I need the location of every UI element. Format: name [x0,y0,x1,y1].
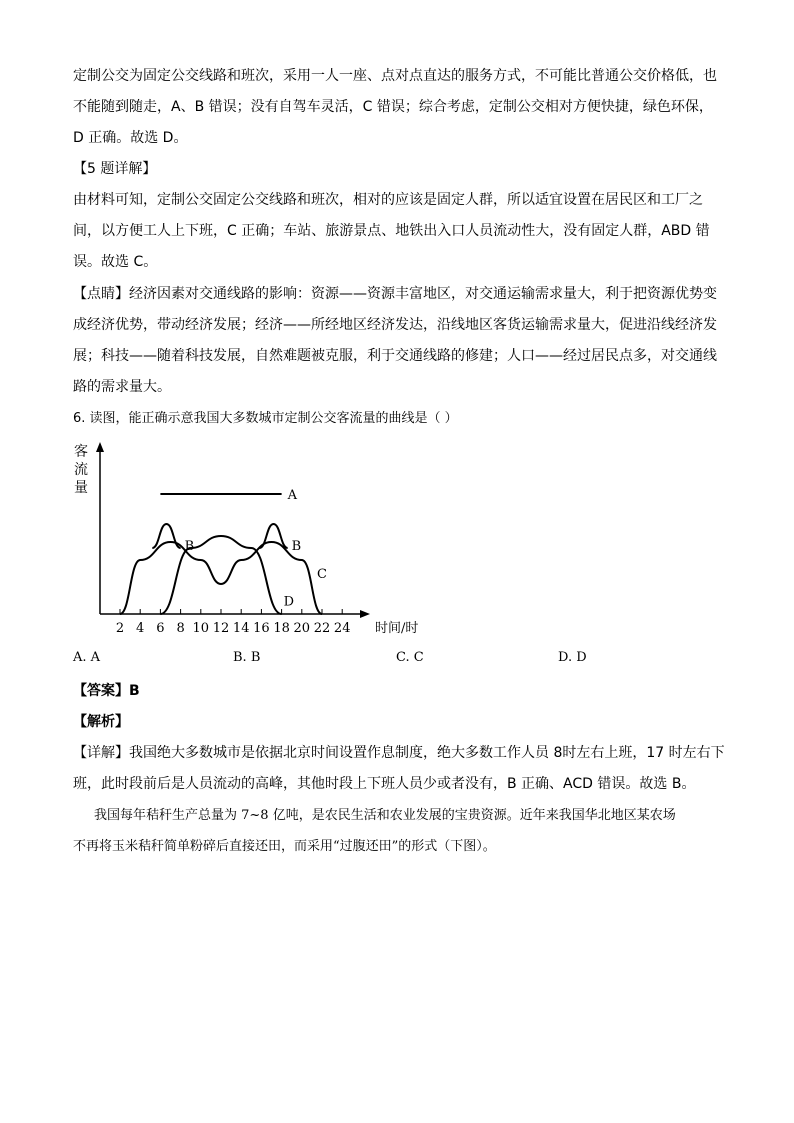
question-text: 6. 读图，能正确示意我国大多数城市定制公交客流量的曲线是（ ） [73,411,458,426]
x-tick-label: 12 [212,621,230,636]
paragraph-line: D 正确。故选 D。 [73,130,188,146]
y-axis-arrow [96,442,104,452]
option-b[interactable]: B. B [233,650,261,665]
option-c[interactable]: C. C [396,650,424,665]
paragraph-line: 展；科技——随着科技发展，自然难题被克服，利于交通线路的修建；人口——经过居民点多，对交通线 [73,348,717,364]
y-label-char: 客 [74,444,88,460]
paragraph-line: 误。故选 C。 [73,254,158,270]
answer-label: 【答案】B [73,683,140,699]
paragraph-line: 不能随到随走，A、B 错误；没有自驾车灵活，C 错误；综合考虑，定制公交相对方便快捷，绿色环保， [73,99,713,115]
curve-b [152,524,180,548]
paragraph-line: 路的需求量大。 [73,379,171,395]
y-label-char: 流 [74,462,88,478]
y-label-char: 量 [74,480,88,496]
series-label: B [184,539,195,554]
option-d[interactable]: D. D [558,650,587,665]
x-axis-arrow [360,610,370,618]
passenger-flow-chart [70,436,450,642]
x-tick-label: 14 [232,621,250,636]
series-label: A [287,488,297,503]
paragraph-line: 由材料可知，定制公交固定公交线路和班次，相对的应该是固定人群，所以适宜设置在居民区和工厂之 [73,192,703,208]
analysis-label: 【解析】 [73,714,129,730]
paragraph-line: 间，以方便工人上下班，C 正确；车站、旅游景点、地铁出入口人员流动性大，没有固定人群，ABD 错 [73,223,710,239]
x-tick-label: 20 [293,621,311,636]
x-tick-label: 8 [176,621,185,636]
series-label: C [316,567,327,582]
next-question-line: 我国每年秸秆生产总量为 7~8 亿吨，是农民生活和农业发展的宝贵资源。近年来我国华北地区某农场 [94,808,676,823]
x-tick-label: 2 [115,621,125,636]
section-heading: 【5 题详解】 [73,161,157,177]
detail-line: 班，此时段前后是人员流动的高峰，其他时段上下班人员少或者没有，B 正确、ACD 错误。故选 B。 [73,776,696,792]
paragraph-line: 成经济优势，带动经济发展；经济——所经地区经济发达，沿线地区客货运输需求量大，促进沿线经济发 [73,317,717,333]
x-label: 时间/时 [375,621,419,636]
x-tick-label: 24 [333,621,351,636]
option-a[interactable]: A. A [73,650,101,665]
x-tick-label: 22 [313,621,331,636]
x-tick-label: 10 [192,621,210,636]
x-tick-label: 16 [253,621,270,636]
x-tick-label: 4 [136,621,145,636]
series-label: D [283,594,295,610]
paragraph-line: 【点睛】经济因素对交通线路的影响：资源——资源丰富地区，对交通运输需求量大，利于把资源优势变 [73,286,717,302]
paragraph-line: 定制公交为固定公交线路和班次，采用一人一座、点对点直达的服务方式，不可能比普通公交价格低，也 [73,68,717,84]
detail-line: 【详解】我国绝大多数城市是依据北京时间设置作息制度，绝大多数工作人员 8时左右上班，17 时左右下 [73,745,725,761]
x-tick-label: 18 [273,621,290,636]
next-question-line: 不再将玉米秸秆简单粉碎后直接还田，而采用“过腹还田”的形式（下图）。 [73,839,496,854]
series-label: B [291,539,302,554]
x-tick-label: 6 [156,621,165,636]
